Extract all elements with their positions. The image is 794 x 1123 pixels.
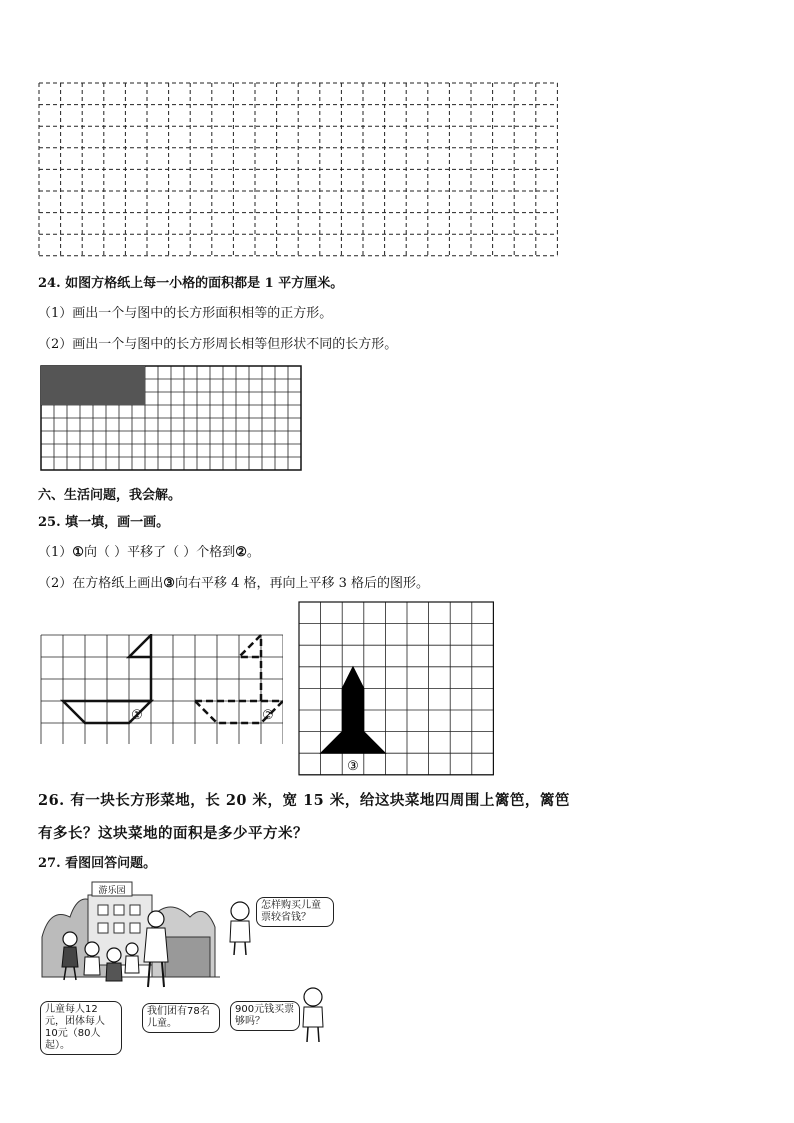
q25-rocket-grid — [298, 601, 496, 777]
q24-part2: （2）画出一个与图中的长方形周长相等但形状不同的长方形。 — [38, 337, 398, 352]
boat-label-2: ② — [262, 708, 274, 723]
circle-label-1: ① — [72, 545, 84, 560]
circle-label-3: ③ — [163, 576, 175, 591]
money-bubble: 900元钱买票够吗？ — [230, 1001, 300, 1031]
grid-lines — [39, 83, 557, 256]
q27-title: 27. 看图回答问题。 — [38, 856, 157, 871]
q26-line2: 有多长？这块菜地的面积是多少平方米？ — [38, 825, 308, 842]
circle-label-2: ② — [235, 545, 247, 560]
q25-part1: （1）①向（ ）平移了（ ）个格到②。 — [38, 545, 260, 560]
rocket-label-3: ③ — [347, 759, 359, 774]
kids-count-bubble: 我们团有78名儿童。 — [142, 1003, 220, 1033]
q25-boat-grid — [40, 634, 283, 744]
section6-title: 六、生活问题，我会解。 — [38, 488, 182, 503]
q26-line1: 26. 有一块长方形菜地，长 20 米，宽 15 米，给这块菜地四周围上篱笆，篱笆 — [38, 792, 570, 809]
q24-title: 24. 如图方格纸上每一小格的面积都是 1 平方厘米。 — [38, 276, 344, 291]
grid-lines — [41, 635, 283, 744]
q24-part1: （1）画出一个与图中的长方形面积相等的正方形。 — [38, 306, 333, 321]
dashed-grid — [38, 82, 560, 258]
boat-2-sail — [239, 635, 261, 701]
shaded-rectangle — [41, 366, 145, 405]
q25-part2: （2）在方格纸上画出③向右平移 4 格，再向上平移 3 格后的图形。 — [38, 576, 430, 591]
q24-grid — [40, 362, 304, 472]
question-bubble: 怎样购买儿童票较省钱？ — [256, 897, 334, 927]
boat-label-1: ① — [131, 708, 143, 723]
q25-title: 25. 填一填，画一画。 — [38, 515, 170, 530]
park-sign: 游乐园 — [98, 886, 126, 896]
price-bubble: 儿童每人12元，团体每人10元（80人起）。 — [40, 1001, 122, 1055]
q27-illustration — [40, 877, 332, 1051]
